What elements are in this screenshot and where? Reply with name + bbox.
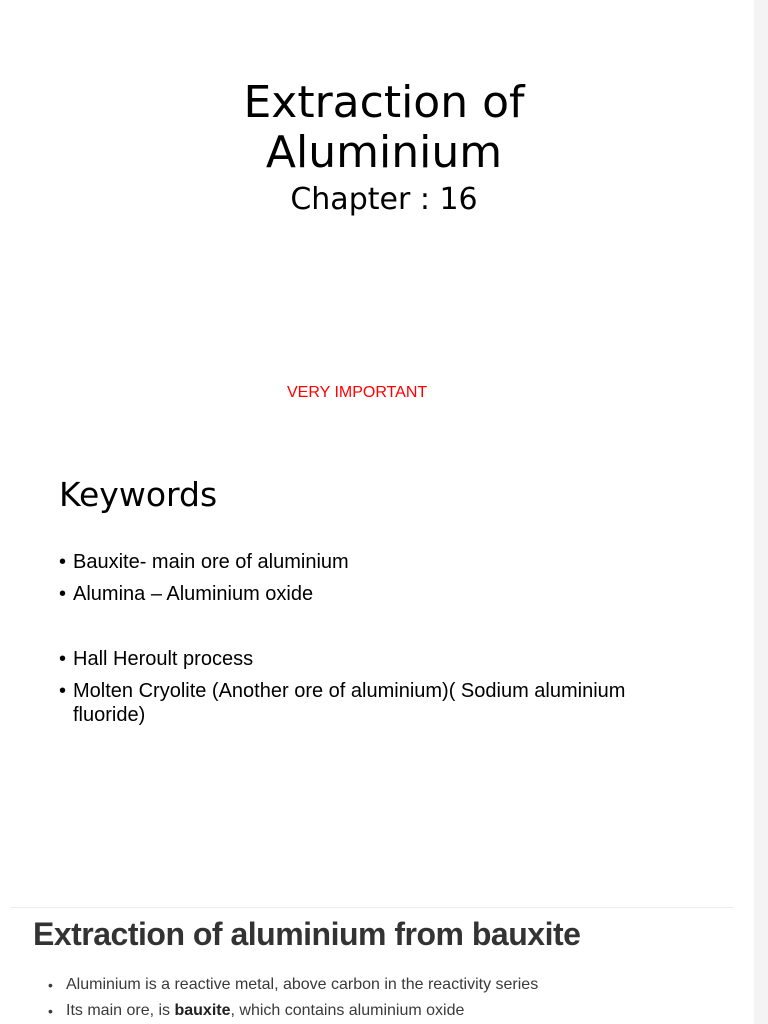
keywords-heading: Keywords: [59, 475, 218, 514]
list-item-text: Aluminium is a reactive metal, above carbon in the reactivity series: [66, 976, 539, 993]
bullet-icon: •: [59, 551, 67, 573]
extraction-slide: [10, 907, 734, 1024]
bauxite-emphasis: bauxite: [174, 1002, 231, 1019]
bullet-icon: •: [59, 680, 67, 702]
list-item-text: Alumina – Aluminium oxide: [73, 583, 314, 605]
list-item: [59, 679, 699, 727]
bullet-icon: •: [59, 648, 67, 670]
very-important-note: VERY IMPORTANT: [287, 384, 428, 401]
extraction-list: [48, 972, 708, 1024]
list-item-text-after: , which contains aluminium oxide: [230, 1002, 465, 1019]
list-item-text-before: Its main ore, is: [66, 1002, 175, 1019]
keywords-list-1: [59, 550, 699, 614]
chapter-subtitle: Chapter : 16: [290, 182, 478, 217]
list-item: [48, 998, 708, 1024]
bullet-icon: •: [48, 977, 53, 993]
list-item-text: Hall Heroult process: [73, 648, 254, 670]
slide-title: [0, 78, 768, 178]
slide-title-line-1: Extraction of: [243, 77, 525, 128]
list-item: [59, 550, 699, 574]
list-item: [48, 972, 708, 998]
list-item-text: Molten Cryolite (Another ore of aluminium)( Sodium aluminium fluoride): [73, 680, 626, 726]
list-item: [59, 647, 699, 671]
slide-title-line-2: Aluminium: [265, 127, 503, 178]
keywords-list-2: [59, 647, 699, 735]
list-item-text: Bauxite- main ore of aluminium: [73, 551, 349, 573]
bullet-icon: •: [59, 583, 67, 605]
extraction-heading: Extraction of aluminium from bauxite: [33, 916, 581, 952]
bullet-icon: •: [48, 1003, 53, 1019]
list-item: [59, 582, 699, 606]
